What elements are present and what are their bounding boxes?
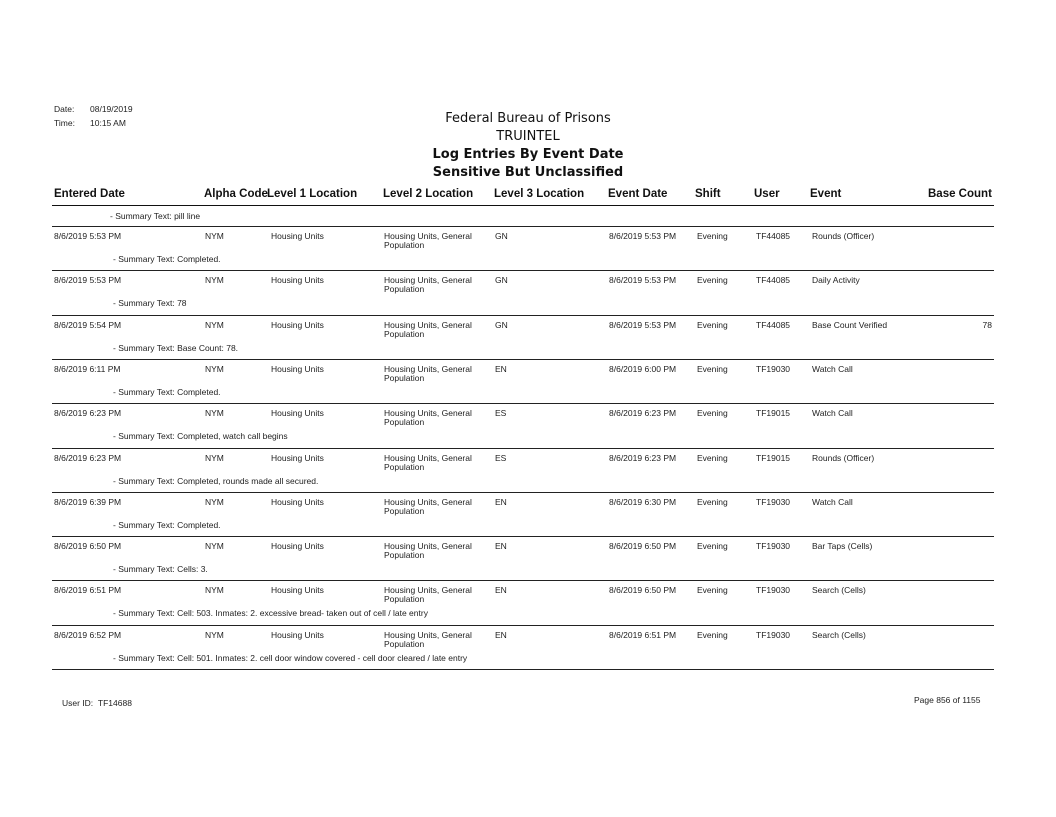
date-value: 08/19/2019 — [90, 104, 133, 114]
event-date-cell: 8/6/2019 5:53 PM — [609, 319, 677, 330]
base-count-cell: 78 — [982, 319, 992, 330]
event-date-cell: 8/6/2019 5:53 PM — [609, 275, 677, 286]
row-divider — [52, 403, 994, 404]
event-date-cell: 8/6/2019 6:30 PM — [609, 496, 677, 507]
event-cell: Rounds (Officer) — [812, 231, 875, 241]
event-date-cell: 8/6/2019 6:23 PM — [609, 408, 677, 419]
col-shift: Shift — [695, 188, 721, 200]
shift-cell: Evening — [697, 319, 728, 330]
event-date-cell: 8/6/2019 6:50 PM — [609, 585, 677, 596]
row-divider — [52, 359, 994, 360]
entered-date-cell: 8/6/2019 6:23 PM — [54, 452, 122, 463]
event-date-cell: 8/6/2019 6:23 PM — [609, 452, 677, 463]
level2-cell-line2: Population — [384, 372, 425, 383]
level3-cell: EN — [495, 541, 507, 552]
row-divider — [52, 580, 994, 581]
level2-cell: Housing Units, General — [384, 496, 472, 507]
col-alpha-code: Alpha Code — [204, 188, 268, 200]
entered-date-cell: 8/6/2019 6:11 PM — [54, 363, 121, 374]
event-date-cell: 8/6/2019 5:53 PM — [609, 231, 677, 241]
level2-cell-line2: Population — [384, 550, 425, 561]
level3-cell: EN — [495, 496, 507, 507]
summary-text: - Summary Text: Cell: 503. Inmates: 2. excessive bread- taken out of cell / late entry — [113, 608, 428, 619]
user-cell: TF19030 — [756, 585, 791, 596]
level1-cell: Housing Units — [271, 585, 324, 596]
event-cell: Watch Call — [812, 496, 853, 507]
summary-text: - Summary Text: Completed. — [113, 519, 221, 530]
col-level2: Level 2 Location — [383, 188, 474, 200]
entered-date-cell: 8/6/2019 5:53 PM — [54, 275, 122, 286]
col-base-count: Base Count — [928, 188, 992, 200]
summary-text: - Summary Text: Completed, rounds made all secured. — [113, 475, 319, 486]
col-user: User — [754, 188, 780, 200]
level2-cell: Housing Units, General — [384, 585, 472, 596]
event-cell: Search (Cells) — [812, 629, 866, 640]
level3-cell: ES — [495, 408, 507, 419]
event-date-cell: 8/6/2019 6:51 PM — [609, 629, 677, 640]
event-date-cell: 8/6/2019 6:00 PM — [609, 363, 677, 374]
level2-cell-line2: Population — [384, 461, 425, 472]
level2-cell-line2: Population — [384, 417, 425, 428]
summary-text: - Summary Text: Completed. — [113, 386, 221, 397]
level1-cell: Housing Units — [271, 629, 324, 640]
level3-cell: EN — [495, 363, 507, 374]
alpha-code-cell: NYM — [205, 629, 224, 640]
level3-cell: GN — [495, 231, 508, 241]
shift-cell: Evening — [697, 408, 728, 419]
alpha-code-cell: NYM — [205, 541, 224, 552]
level1-cell: Housing Units — [271, 319, 324, 330]
entered-date-cell: 8/6/2019 6:50 PM — [54, 541, 122, 552]
event-cell: Rounds (Officer) — [812, 452, 875, 463]
level2-cell-line2: Population — [384, 284, 425, 295]
level1-cell: Housing Units — [271, 231, 324, 241]
row-divider — [52, 226, 994, 227]
entered-date-cell: 8/6/2019 6:51 PM — [54, 585, 122, 596]
user-cell: TF19030 — [756, 496, 791, 507]
footer-page-number: Page 856 of 1155 — [914, 695, 981, 705]
event-cell: Watch Call — [812, 363, 853, 374]
shift-cell: Evening — [697, 275, 728, 286]
summary-text: - Summary Text: Cells: 3. — [113, 564, 208, 575]
time-label: Time: — [54, 118, 75, 128]
level1-cell: Housing Units — [271, 408, 324, 419]
row-divider — [52, 448, 994, 449]
level2-cell: Housing Units, General — [384, 408, 472, 419]
row-divider — [52, 492, 994, 493]
user-cell: TF19030 — [756, 541, 791, 552]
shift-cell: Evening — [697, 496, 728, 507]
event-cell: Base Count Verified — [812, 319, 888, 330]
col-entered-date: Entered Date — [54, 188, 125, 200]
shift-cell: Evening — [697, 541, 728, 552]
level3-cell: GN — [495, 275, 508, 286]
row-divider — [52, 270, 994, 271]
level1-cell: Housing Units — [271, 541, 324, 552]
level2-cell-line2: Population — [384, 594, 425, 605]
summary-text: - Summary Text: 78 — [113, 298, 187, 309]
date-label: Date: — [54, 104, 75, 114]
entered-date-cell: 8/6/2019 6:52 PM — [54, 629, 122, 640]
level1-cell: Housing Units — [271, 275, 324, 286]
entered-date-cell: 8/6/2019 6:23 PM — [54, 408, 122, 419]
alpha-code-cell: NYM — [205, 275, 224, 286]
row-divider — [52, 625, 994, 626]
level2-cell-line2: Population — [384, 240, 425, 250]
shift-cell: Evening — [697, 363, 728, 374]
shift-cell: Evening — [697, 452, 728, 463]
alpha-code-cell: NYM — [205, 231, 224, 241]
level2-cell: Housing Units, General — [384, 319, 472, 330]
header-divider — [52, 205, 994, 206]
summary-text: - Summary Text: Completed, watch call begins — [113, 431, 288, 442]
level2-cell: Housing Units, General — [384, 541, 472, 552]
report-system: TRUINTEL — [496, 129, 560, 144]
user-cell: TF44085 — [756, 231, 791, 241]
shift-cell: Evening — [697, 629, 728, 640]
user-cell: TF19030 — [756, 363, 791, 374]
level2-cell: Housing Units, General — [384, 452, 472, 463]
level2-cell: Housing Units, General — [384, 275, 472, 286]
alpha-code-cell: NYM — [205, 496, 224, 507]
level3-cell: GN — [495, 319, 508, 330]
user-cell: TF19015 — [756, 452, 791, 463]
entered-date-cell: 8/6/2019 5:53 PM — [54, 231, 122, 241]
level1-cell: Housing Units — [271, 363, 324, 374]
event-date-cell: 8/6/2019 6:50 PM — [609, 541, 677, 552]
level2-cell: Housing Units, General — [384, 629, 472, 640]
level3-cell: ES — [495, 452, 507, 463]
time-value: 10:15 AM — [90, 118, 126, 128]
user-id-value: TF14688 — [97, 698, 132, 708]
summary-text: - Summary Text: Base Count: 78. — [113, 342, 239, 353]
summary-text: - Summary Text: Cell: 501. Inmates: 2. cell door window covered - cell door cleared / late entry — [113, 652, 468, 663]
alpha-code-cell: NYM — [205, 585, 224, 596]
level2-cell-line2: Population — [384, 328, 425, 339]
user-cell: TF19015 — [756, 408, 791, 419]
top-summary-text: - Summary Text: pill line — [110, 211, 201, 221]
event-cell: Watch Call — [812, 408, 853, 419]
entered-date-cell: 8/6/2019 5:54 PM — [54, 319, 122, 330]
col-level1: Level 1 Location — [267, 188, 358, 200]
col-event: Event — [810, 188, 842, 200]
entered-date-cell: 8/6/2019 6:39 PM — [54, 496, 122, 507]
shift-cell: Evening — [697, 231, 728, 241]
table-bottom-divider — [52, 669, 994, 670]
event-cell: Daily Activity — [812, 275, 860, 286]
event-cell: Bar Taps (Cells) — [812, 541, 873, 552]
col-level3: Level 3 Location — [494, 188, 585, 200]
alpha-code-cell: NYM — [205, 452, 224, 463]
summary-text: - Summary Text: Completed. — [113, 254, 221, 264]
alpha-code-cell: NYM — [205, 363, 224, 374]
user-cell: TF44085 — [756, 319, 791, 330]
report-classification: Sensitive But Unclassified — [432, 165, 624, 180]
footer-user-id — [62, 698, 132, 708]
report-org: Federal Bureau of Prisons — [445, 111, 611, 126]
user-cell: TF44085 — [756, 275, 791, 286]
user-id-label: User ID: — [62, 698, 94, 708]
level2-cell-line2: Population — [384, 638, 425, 649]
level1-cell: Housing Units — [271, 452, 324, 463]
user-cell: TF19030 — [756, 629, 791, 640]
level2-cell: Housing Units, General — [384, 363, 472, 374]
alpha-code-cell: NYM — [205, 319, 224, 330]
level3-cell: EN — [495, 585, 507, 596]
col-event-date: Event Date — [608, 188, 668, 200]
level3-cell: EN — [495, 629, 507, 640]
level1-cell: Housing Units — [271, 496, 324, 507]
report-title: Log Entries By Event Date — [432, 147, 624, 162]
alpha-code-cell: NYM — [205, 408, 224, 419]
level2-cell: Housing Units, General — [384, 231, 472, 241]
row-divider — [52, 536, 994, 537]
row-divider — [52, 315, 994, 316]
event-cell: Search (Cells) — [812, 585, 866, 596]
level2-cell-line2: Population — [384, 505, 425, 516]
shift-cell: Evening — [697, 585, 728, 596]
